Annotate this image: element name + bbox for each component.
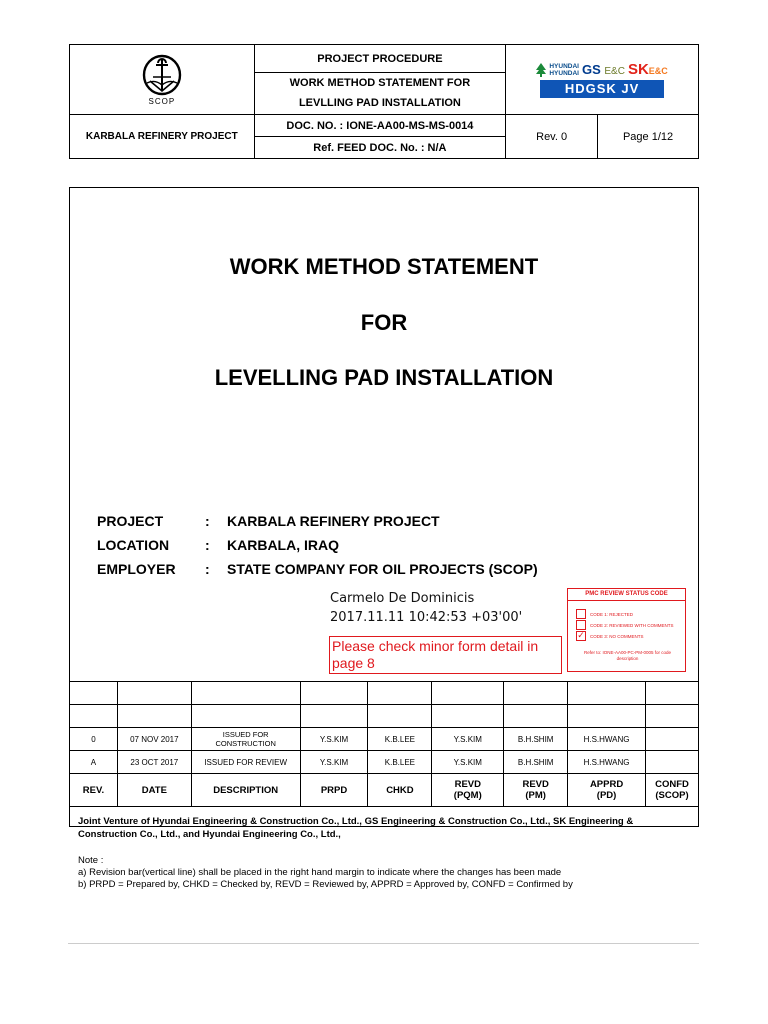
main-title-1: WORK METHOD STATEMENT [229, 254, 539, 279]
header-line: (PD) [596, 790, 617, 801]
revd-pm-cell: B.H.SHIM [504, 728, 568, 751]
header-rev: REV. [70, 774, 118, 807]
logo-text: SCOP [148, 97, 176, 106]
note-b: b) PRPD = Prepared by, CHKD = Checked by, REVD = Reviewed by, APPRD = Approved by, CONFD = Confirmed by [78, 879, 573, 890]
jv-sk: SK [627, 61, 649, 78]
date-cell: 07 NOV 2017 [117, 728, 191, 751]
confd-cell [646, 728, 699, 751]
doc-no: DOC. NO. : IONE-AA00-MS-MS-0014 [254, 115, 506, 137]
header-line: CONFD [655, 779, 689, 790]
main-title-3: LEVELLING PAD INSTALLATION [214, 365, 554, 390]
desc-cell: ISSUED FOR REVIEW [191, 751, 300, 774]
header-confd [646, 774, 699, 807]
project-procedure: PROJECT PROCEDURE [254, 45, 506, 73]
prpd-cell: Y.S.KIM [300, 751, 368, 774]
jv-gs-ec: E&C [604, 66, 625, 77]
header-revd-pqm [432, 774, 504, 807]
apprd-cell: H.S.HWANG [568, 728, 646, 751]
revd-pm-cell: B.H.SHIM [504, 751, 568, 774]
scop-logo-cell [70, 45, 255, 115]
header-line: APPRD [589, 779, 624, 790]
note-a: a) Revision bar(vertical line) shall be placed in the right hand margin to indicate where the changes has been made [78, 867, 562, 878]
revision-row [70, 728, 699, 751]
chkd-cell: K.B.LEE [368, 728, 432, 751]
revd-pqm-cell: Y.S.KIM [432, 751, 504, 774]
header-line: (SCOP) [655, 790, 689, 801]
info-value: KARBALA, IRAQ [227, 537, 339, 553]
header-date: DATE [117, 774, 191, 807]
scop-logo [70, 53, 254, 106]
ref-feed: Ref. FEED DOC. No. : N/A [254, 137, 506, 159]
header-line: (PQM) [453, 790, 482, 801]
hyundai-logo-icon [536, 63, 546, 77]
header-desc: DESCRIPTION [191, 774, 300, 807]
header-revd-pm [504, 774, 568, 807]
revision-table [69, 681, 699, 807]
revision-header-row [70, 774, 699, 807]
apprd-cell: H.S.HWANG [568, 751, 646, 774]
header-line: (PM) [525, 790, 546, 801]
signature-name: Carmelo De Dominicis [330, 591, 475, 606]
rev-cell: A [70, 751, 118, 774]
signature-date: 2017.11.11 10:42:53 +03'00' [330, 610, 523, 625]
info-value: KARBALA REFINERY PROJECT [227, 513, 440, 529]
stamp-reference: Refer to: IONE-AA00-PC-PM-0005 for code description [583, 650, 672, 661]
revision-row [70, 751, 699, 774]
title-line-2: LEVLLING PAD INSTALLATION [254, 93, 506, 115]
blank-row [70, 682, 699, 705]
info-colon: : [205, 513, 210, 529]
jv-hyundai-1: HYUNDAI [549, 62, 579, 70]
jv-sk-ec: E&C [648, 66, 668, 76]
notes-block [78, 855, 693, 891]
header-line: REVD [454, 779, 481, 790]
footer-divider [68, 943, 699, 944]
confd-cell [646, 751, 699, 774]
date-cell: 23 OCT 2017 [117, 751, 191, 774]
stamp-code-label: CODE 2: REVIEWED WITH COMMENTS [590, 622, 674, 628]
checkbox-icon [576, 609, 586, 619]
chkd-cell: K.B.LEE [368, 751, 432, 774]
pmc-review-stamp [567, 588, 686, 672]
revd-pqm-cell: Y.S.KIM [432, 728, 504, 751]
stamp-code-1 [576, 609, 633, 619]
jv-logo-cell [506, 45, 699, 115]
checkbox-icon [576, 620, 586, 630]
info-colon: : [205, 537, 210, 553]
main-title-2: FOR [360, 310, 408, 335]
title-line-1: WORK METHOD STATEMENT FOR [254, 73, 506, 93]
document-header [69, 44, 699, 159]
stamp-code-3 [576, 631, 644, 641]
checkmark-icon: ✓ [577, 630, 585, 640]
info-label: LOCATION [97, 537, 170, 553]
stamp-title: PMC REVIEW STATUS CODE [568, 589, 685, 601]
stamp-code-label: CODE 3: NO COMMENTS [590, 633, 644, 639]
desc-cell: ISSUED FOR CONSTRUCTION [191, 728, 300, 751]
jv-logo [506, 61, 698, 98]
stamp-code-2 [576, 620, 674, 630]
jv-gs: GS [581, 62, 601, 77]
blank-row [70, 705, 699, 728]
header-chkd: CHKD [368, 774, 432, 807]
jv-name-bar: HDGSK JV [540, 80, 664, 98]
red-review-note: Please check minor form detail in page 8 [329, 636, 562, 674]
stamp-code-label: CODE 1: REJECTED [590, 611, 634, 617]
notes-heading: Note : [78, 855, 104, 866]
info-label: PROJECT [97, 513, 164, 529]
project-name: KARBALA REFINERY PROJECT [70, 115, 255, 159]
header-apprd [568, 774, 646, 807]
info-label: EMPLOYER [97, 561, 176, 577]
jv-hyundai-2: HYUNDAI [549, 69, 579, 77]
page-label: Page 1/12 [598, 115, 699, 159]
rev-label: Rev. 0 [506, 115, 598, 159]
rev-cell: 0 [70, 728, 118, 751]
header-prpd: PRPD [300, 774, 368, 807]
info-value: STATE COMPANY FOR OIL PROJECTS (SCOP) [227, 561, 538, 577]
joint-venture-statement: Joint Venture of Hyundai Engineering & Construction Co., Ltd., GS Engineering & Construction Co., Ltd., SK Engineering & Construction Co., Ltd., and Hyundai Engineering Co., Ltd., [78, 816, 634, 840]
prpd-cell: Y.S.KIM [300, 728, 368, 751]
scop-emblem-icon [141, 53, 183, 99]
info-colon: : [205, 561, 210, 577]
header-line: REVD [522, 779, 549, 790]
